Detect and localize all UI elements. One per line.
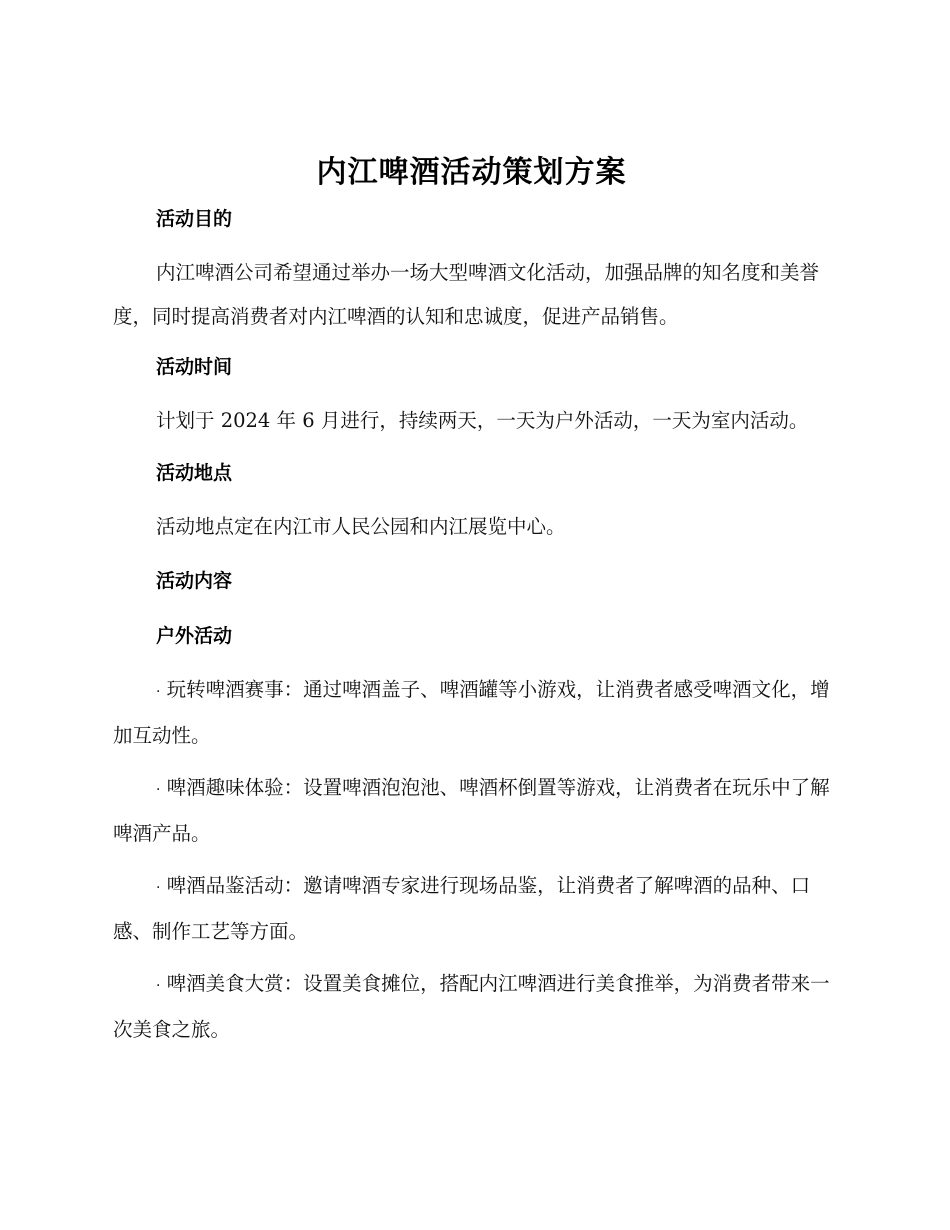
- bullet-text: 啤酒品鉴活动：邀请啤酒专家进行现场品鉴，让消费者了解啤酒的品种、口感、制作工艺等方面。: [113, 874, 811, 943]
- section-heading-purpose: 活动目的: [156, 208, 233, 230]
- section-heading-content: 活动内容: [156, 570, 233, 592]
- paragraph-location: 活动地点定在内江市人民公园和内江展览中心。: [156, 515, 566, 538]
- document-title: 内江啤酒活动策划方案: [316, 155, 627, 190]
- bullet-marker: ·: [156, 782, 161, 798]
- bullet-text: 啤酒趣味体验：设置啤酒泡泡池、啤酒杯倒置等游戏，让消费者在玩乐中了解啤酒产品。: [113, 776, 830, 845]
- bullet-text: 啤酒美食大赏：设置美食摊位，搭配内江啤酒进行美食推举，为消费者带来一次美食之旅。: [113, 972, 830, 1041]
- bullet-marker: ·: [156, 684, 161, 700]
- bullet-marker: ·: [156, 978, 161, 994]
- section-heading-location: 活动地点: [156, 462, 233, 484]
- paragraph-purpose: 内江啤酒公司希望通过举办一场大型啤酒文化活动，加强品牌的知名度和美誉度，同时提高消费者对内江啤酒的认知和忠诚度，促进产品销售。: [113, 261, 820, 328]
- paragraph-time: 计划于 2024 年 6 月进行，持续两天，一天为户外活动，一天为室内活动。: [156, 409, 809, 432]
- bullet-marker: ·: [156, 880, 161, 896]
- section-heading-time: 活动时间: [156, 356, 233, 378]
- bullet-item: [113, 962, 830, 1052]
- section-heading-outdoor: 户外活动: [156, 625, 233, 647]
- bullet-item: [113, 864, 830, 954]
- bullet-item: [113, 668, 830, 758]
- bullet-text: 玩转啤酒赛事：通过啤酒盖子、啤酒罐等小游戏，让消费者感受啤酒文化，增加互动性。: [113, 678, 830, 747]
- bullet-item: [113, 766, 830, 856]
